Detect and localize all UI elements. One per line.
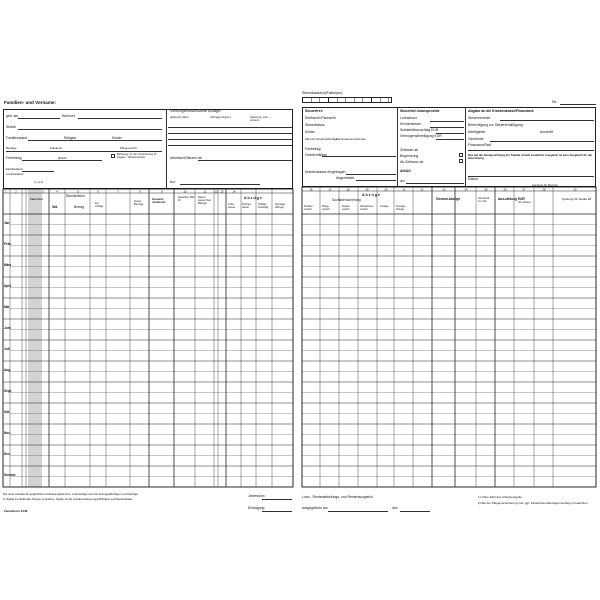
austrittsdatum-label: Austrittsdatum	[6, 172, 24, 176]
month-label: Febr.	[4, 241, 12, 246]
month-label: Mai	[4, 304, 10, 309]
lohnst-header: Lohn-steuer	[228, 203, 236, 209]
right-col-number: 19	[365, 188, 369, 192]
left-col-number: 13	[220, 190, 224, 194]
left-title: Familien- und Vorname:	[4, 100, 56, 105]
zeitraum-label: Zeitraum ab	[400, 148, 419, 152]
right-note1: 1) Ohne Zahl des Arbeitsentgelts.	[478, 495, 523, 499]
std-header: Std.	[52, 205, 59, 209]
beitraege-label: Beiträge	[6, 146, 17, 150]
left-abzuege-header: A b z ü g e	[244, 196, 262, 200]
r-umlage-header: Umlage	[380, 205, 389, 208]
publisher-logo: Zweckform 1048	[4, 509, 28, 513]
sonst-header: Sonst. Bezüge	[134, 199, 144, 207]
left-col-number: 5	[77, 190, 79, 194]
davon-header: Davon steuer-freie Bezüge	[198, 196, 212, 205]
block1-line5: Freibetrag	[305, 147, 321, 151]
month-label: Jan	[4, 220, 10, 225]
krankenk-label: Krankenk.	[50, 146, 63, 150]
den-line	[400, 511, 430, 512]
vwl-title: Vermögenswirksame Anlage:	[170, 108, 222, 113]
pflegeversich-label: Pflegeversich.	[120, 146, 138, 150]
left-col-number: 9	[161, 190, 163, 194]
right-col-number: 18	[346, 188, 350, 192]
vwl-col1: gültig ab (Jahr)	[170, 115, 189, 119]
kennung-label: Kennung für Rentner	[532, 183, 558, 187]
block1-line3: Zahl der Kinderfreibeträge	[305, 137, 338, 141]
auszahlung-header: Aus-zahlung EUR	[498, 197, 525, 201]
right-col-number: 20	[384, 188, 388, 192]
vwl-col3: Sparvorg. vwL — umsetz.	[250, 115, 272, 123]
bottom-note1: Die unter Arbeitslohn aufgeführten Arbeitsentgelte bzw. Lohnbeträge sind die beitragspflichtigen Lohnbeträge.	[3, 492, 139, 496]
block1-line2: Kinder	[305, 130, 315, 134]
bottom-note2: 1) Spalte 9 enthält alle übrigen Lohnarten, Spalte 12 die sozialversicherungspflichtigen Lohnbestandteile.	[3, 497, 133, 501]
left-col-number: 1	[5, 190, 7, 194]
right-bottom-label: Lohn-, Rentenabteilungs- und Rentenausgleich	[302, 495, 373, 499]
eintragung-line	[262, 511, 292, 512]
religion-label: Religion	[64, 136, 77, 140]
block1-line0: Ehefrau/in Partner/in	[305, 116, 337, 120]
ausgeglichen-line	[328, 511, 388, 512]
sonstabz-header: Sonstige Abzüge	[275, 203, 286, 209]
left-col-number: 12	[214, 190, 218, 194]
block2-line1: Kirchensteuer	[400, 122, 421, 126]
right-col-number: 21	[402, 188, 406, 192]
ausgeglichen-label: ausgeglichen am	[302, 506, 328, 510]
block2-title: Steuerlich beanspruchte	[400, 109, 440, 113]
left-col-number: 2	[15, 190, 17, 194]
familienstand-label: Familienstand	[6, 136, 28, 140]
jahreslohn-label: Jahreslohn	[248, 494, 265, 498]
abgemeldet-label: Abgemeldet	[336, 176, 355, 180]
blz-label: BLZ	[170, 180, 176, 184]
month-label: Okt.	[4, 409, 11, 414]
steuer-header: Steuerbe. Bez. Dr.	[178, 196, 196, 202]
block3-line1: Berechtigung zur Steuerermäßigung	[468, 123, 523, 127]
right-note2: 2) Bei der Pflegeversicherung zum ggf. Kinderlosen-Beitragszuschlag zu beachten.	[478, 501, 589, 505]
geb-am-label: geb. am	[6, 114, 19, 118]
block1-line1: Steuerklasse	[305, 123, 325, 127]
block2-line0: Lohnsteuer	[400, 116, 417, 120]
block2-line2: Solidaritätszuschlag EUR	[400, 128, 439, 132]
block2-line4: Ab-Zeitraum ab	[400, 160, 424, 164]
month-label: Juli	[4, 346, 10, 351]
right-col-number: 25	[484, 188, 488, 192]
month-label: März	[4, 262, 12, 267]
quittung-header: Quittung für Spalte 28	[562, 197, 592, 201]
left-col-number: 3	[42, 190, 44, 194]
left-col-number: 10	[183, 190, 187, 194]
block3-line2: Arbeitgeber	[468, 130, 486, 134]
kirchen-header: Kirchen-steuer	[242, 203, 252, 209]
r-vorschuss-header: Vor-schuss	[518, 201, 531, 204]
krankenkasse-label: Krankenkasse eingetragen	[305, 170, 346, 174]
steuerfrei-title: Steuerfrei:	[305, 109, 323, 113]
au-label: AN/AG	[400, 169, 411, 173]
left-col-number: 6	[97, 190, 99, 194]
month-label: Nov.	[4, 430, 11, 435]
right-col-number: 24	[464, 188, 468, 192]
r-pflege-header: Pflege-versich.	[322, 205, 331, 211]
wohnort-label: Wohnort	[62, 114, 75, 118]
betrag-header: Betrag	[74, 205, 84, 209]
block3-note: Das auf die Abzugsrichtung der Tabelle Anzahl zusätzlich Ausgleich ist kein Ausgleich für die Einordnung	[468, 153, 593, 161]
block3-line0: Steuernummer	[468, 116, 491, 120]
month-label: Aug.	[4, 367, 12, 372]
month-label: Juni	[4, 325, 11, 330]
sozialvers-header: Sozialversicherung	[332, 198, 361, 202]
right-col-number: 29	[573, 188, 577, 192]
block1-line4: Kirchensteuermerkmale	[336, 137, 366, 141]
block2-line3: Vermögensbeteiligung EUR	[400, 134, 442, 138]
jaehrlich-label: jährlich	[58, 156, 67, 160]
begrenzung-label: Begrenzung	[400, 154, 419, 158]
gesamt-header: Gesamt-verdienst	[152, 197, 166, 205]
zuschlag-header: Zu-schlag	[95, 201, 104, 209]
month-label: Dez.	[4, 451, 11, 456]
den-label: den	[392, 506, 398, 510]
left-col-number: 7	[117, 190, 119, 194]
eintrittsdatum-label: Eintrittsdatum	[6, 167, 24, 171]
nr-label: Nr.	[552, 99, 558, 104]
r-arbeitslos-header: Arbeitslosen-versich.	[360, 205, 374, 211]
block3-line4: Gemeinde	[468, 137, 484, 141]
left-table-frame	[3, 189, 293, 487]
gesetzmaessig-label: Gesetzmäßige	[305, 153, 328, 157]
right-col-number: 17	[328, 188, 332, 192]
right-table-frame	[302, 187, 596, 487]
right-col-number: 16	[309, 188, 313, 192]
right-abzuege-header: A b z ü g e	[362, 193, 380, 197]
soli-header: Solidar.-zuschlag	[258, 203, 269, 209]
stunden-header: Stundenlohn	[66, 194, 86, 198]
kinder-label: Kinder	[112, 136, 122, 140]
vwl-col2: Vertrags-Organ.)	[210, 115, 231, 119]
month-label: Sept.	[4, 388, 12, 393]
freibetrag-label: Freibetrag	[6, 156, 22, 160]
left-col-number: 4	[56, 190, 58, 194]
jahreslohn-line	[262, 499, 292, 500]
footnote-marks: 1) 1) 1)	[34, 180, 44, 184]
left-col-number: 14	[232, 190, 236, 194]
left-col-number: 8	[139, 190, 141, 194]
right-col-number: 22	[420, 188, 424, 192]
steuerklasse-label: Steuerklasse(n)/Faktor(en):	[302, 91, 344, 95]
left-col-number: 11	[203, 190, 207, 194]
right-col-number: 23	[442, 188, 446, 192]
am-label: am	[400, 179, 405, 183]
month-label: April	[4, 283, 12, 288]
arbeitsort-label: Arbeitsort/Steuern ab	[170, 156, 203, 160]
block3-line3: Anschrift	[540, 130, 554, 134]
right-col-number: 28	[542, 188, 546, 192]
r-sonstige-header: Sonstige Abzüge	[396, 205, 406, 211]
right-col-number: 27	[522, 188, 526, 192]
right-col-number: 26	[503, 188, 507, 192]
strasse-label: Straße	[6, 125, 17, 129]
gesamt-abzuege-header: Gesamt-Abzüge	[436, 197, 461, 201]
eintragung-label: Eintragung	[248, 506, 265, 510]
block3-title: Abgabe an die Krankenkasse/Finanzamt:	[468, 109, 534, 113]
month-label: Summe	[4, 472, 16, 477]
r-ag-anteil-header: AG-Anteil zur vwL	[478, 197, 490, 203]
r-kranken-header: Kranken-versich.	[304, 205, 314, 211]
r-renten-header: Renten-versich.	[342, 205, 351, 211]
befreiung-label: Befreiung: (Z. der Versicherung für Angest. / Arbeiterrenten)	[117, 153, 157, 159]
block3-line5: Finanzamt/Tarif	[468, 143, 492, 147]
zeit-lohn-header: Zeit-lohn	[30, 197, 43, 201]
datum-label: Datum	[468, 177, 478, 181]
